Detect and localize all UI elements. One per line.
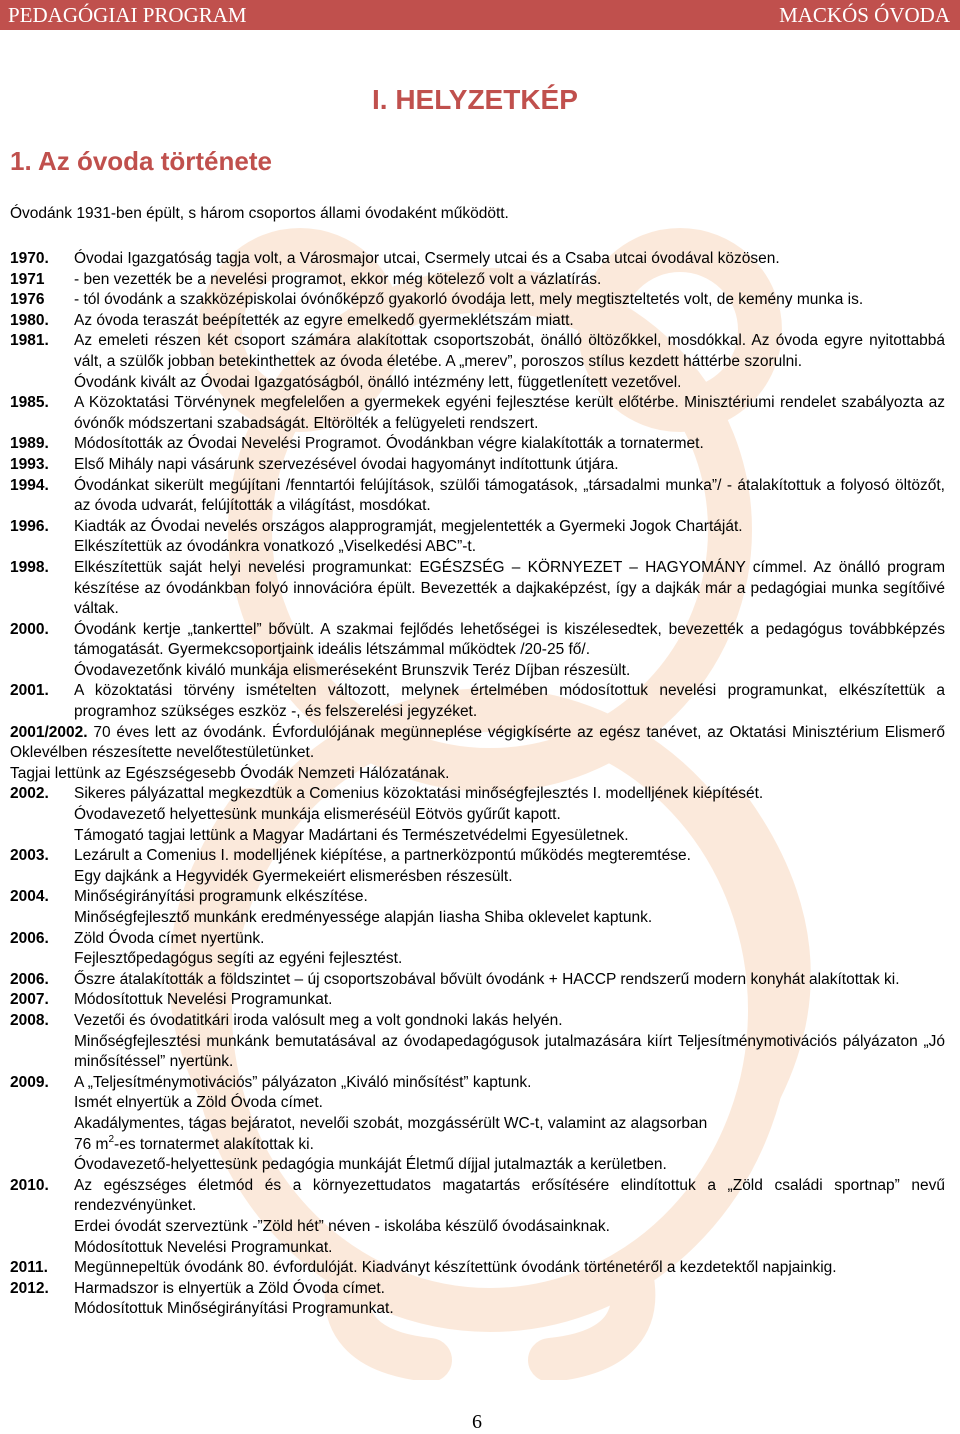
- timeline-entry: [10, 846, 945, 887]
- timeline-entry-text: [74, 887, 945, 928]
- timeline-entry-text: [74, 270, 945, 291]
- timeline-entry: [10, 249, 945, 270]
- timeline-entry-text: [74, 1258, 945, 1279]
- timeline-year: 1993.: [10, 455, 49, 473]
- timeline-line: Tagjai lettünk az Egészségesebb Óvodák Nemzeti Hálózatának.: [10, 764, 450, 782]
- timeline-entry: [10, 887, 945, 928]
- page-header: [0, 0, 960, 30]
- timeline-line: Elkészítettük saját helyi nevelési programunkat: EGÉSZSÉG – KÖRNYEZET – HAGYOMÁNY címmel. Az önálló program készítése az óvodánkban folyó innovációra épült. Bevezették a dajkaképzést, így a dajkák már a pedagógiai munka segítőivé váltak.: [74, 558, 945, 618]
- timeline-entry-text: [74, 620, 945, 682]
- timeline-year: 1970.: [10, 250, 49, 267]
- timeline-entry: [10, 990, 945, 1011]
- timeline-entry-text: [74, 455, 945, 476]
- timeline-entry: [10, 290, 945, 311]
- intro-text: Óvodánk 1931-ben épült, s három csoportos állami óvodaként működött.: [10, 205, 509, 222]
- timeline-entry-text: [74, 517, 945, 558]
- timeline-entry: [10, 476, 945, 517]
- timeline-line: Módosították az Óvodai Nevelési Programot. Óvodánkban végre kialakították a tornatermet.: [74, 435, 704, 453]
- timeline-entry: [10, 1073, 945, 1155]
- timeline-entry-text: [74, 434, 945, 455]
- timeline-year: 1981.: [10, 332, 49, 350]
- timeline-entry: [10, 331, 945, 393]
- timeline-line: Óvodavezetőnk kiváló munkája elismeréseként Brunszvik Teréz Díjban részesült.: [74, 661, 631, 679]
- timeline-line: Óvodavezető helyettesünk munkája elismeréséül Eötvös gyűrűt kapott.: [74, 806, 561, 824]
- timeline-line: A Közoktatási Törvénynek megfelelően a gyermekek egyéni fejlesztése került előtérbe. Minisztériumi rendelet szabályozta az óvónők módszertani szabadságát. Eltörölték a felügyeleti rendszert.: [74, 394, 945, 432]
- timeline-year: 1971: [10, 270, 45, 288]
- timeline-line: Egy dajkánk a Hegyvidék Gyermekeiért elismerésben részesült.: [74, 867, 513, 885]
- timeline-year: 1980.: [10, 311, 49, 329]
- timeline-line: Óvodánk kivált az Óvodai Igazgatóságból, önálló intézmény lett, függetlenített vezetővel.: [74, 373, 682, 391]
- timeline-line: Az óvoda teraszát beépítették az egyre emelkedő gyermeklétszám miatt.: [74, 311, 574, 329]
- header-program-title: PEDAGÓGIAI PROGRAM: [8, 3, 247, 27]
- timeline-line: Módosítottuk Minőségirányítási Programunkat.: [74, 1300, 394, 1318]
- timeline-entry: [10, 620, 945, 682]
- timeline-line: - tól óvodánk a szakközépiskolai óvónőképző gyakorló óvodája lett, mely megtiszteltetés volt, de kemény munka is.: [74, 291, 864, 309]
- timeline-line: Erdei óvodát szerveztünk -”Zöld hét” néven - iskolába készülő óvodásainknak.: [74, 1217, 610, 1235]
- timeline-line: A közoktatási törvény ismételten változott, melynek értelmében módosítottuk nevelési programunkat, elkészítettük a programhoz szükséges eszköz -, és felszerelési jegyzéket.: [74, 682, 945, 721]
- timeline-entry: [10, 393, 945, 434]
- timeline-entry-text: [74, 1176, 945, 1258]
- timeline-entry-text: [74, 1073, 945, 1155]
- timeline-entry-text: [74, 290, 945, 311]
- timeline-entry-text: [74, 681, 945, 722]
- timeline-line: Fejlesztőpedagógus segíti az egyéni fejlesztést.: [74, 950, 403, 968]
- timeline-line: Az egészséges életmód és a környezettudatos magatartás erősítésére elindítottuk a „Zöld családi sportnap” nevű rendezvényünket.: [74, 1176, 945, 1215]
- timeline-year: 1989.: [10, 435, 49, 453]
- timeline-entry-text: [74, 249, 945, 270]
- timeline-line: Vezetői és óvodatitkári iroda valósult meg a volt gondnoki lakás helyén.: [74, 1011, 563, 1029]
- timeline-entry: [10, 311, 945, 332]
- timeline-entry: [10, 970, 945, 991]
- timeline-year: 2001.: [10, 682, 49, 700]
- timeline-entry-text: [74, 784, 945, 846]
- timeline-entry-text: [74, 476, 945, 517]
- timeline-entry: [10, 784, 945, 846]
- timeline-entry: [10, 1155, 945, 1176]
- timeline-year: 2012.: [10, 1279, 49, 1297]
- timeline-year: 2003.: [10, 847, 49, 865]
- timeline-year: 2007.: [10, 991, 49, 1009]
- timeline-entry-text: [74, 929, 945, 970]
- timeline-line: Lezárult a Comenius I. modelljének kiépítése, a partnerközpontú működés megteremtése.: [74, 847, 691, 865]
- timeline-line: Akadálymentes, tágas bejáratot, nevelői szobát, mozgássérült WC-t, valamint az alagsorban: [74, 1114, 708, 1132]
- timeline-line: Kiadták az Óvodai nevelés országos alapprogramját, megjelentették a Gyermeki Jogok Chartáját.: [74, 517, 743, 535]
- timeline-line: Óvodavezető-helyettesünk pedagógia munkáját Életmű díjjal jutalmazták a kerületben.: [74, 1156, 667, 1174]
- timeline-line: Megünnepeltük óvodánk 80. évfordulóját. Kiadványt készítettünk óvodánk történetéről a kezdetektől napjainkig.: [74, 1259, 837, 1277]
- timeline-line: Sikeres pályázattal megkezdtük a Comenius közoktatási minőségfejlesztés I. modelljének kiépítését.: [74, 785, 764, 803]
- timeline-line: Óvodánkat sikerült megújítani /fenntartói felújítások, szülői támogatások, „társadalmi munka”/ - átalakítottuk a folyosó öltözőt, az óvoda udvarát, felújították a világítást, mosdókat.: [74, 476, 945, 515]
- timeline-entry-text: [74, 558, 945, 620]
- timeline-entry: [10, 455, 945, 476]
- chapter-title: I. HELYZETKÉP: [372, 84, 578, 115]
- timeline-entry-text: [74, 846, 945, 887]
- timeline-entry: [10, 558, 945, 620]
- timeline-entry: [10, 1258, 945, 1279]
- timeline-line: - ben vezették be a nevelési programot, ekkor még kötelező volt a vázlatírás.: [74, 270, 602, 288]
- timeline-entry: [10, 723, 945, 785]
- timeline-entry-text: [10, 723, 945, 785]
- timeline-entry: [10, 1279, 945, 1320]
- history-timeline: [10, 249, 945, 1320]
- timeline-line: Módosítottuk Nevelési Programunkat.: [74, 1238, 333, 1256]
- timeline-year: 2008.: [10, 1011, 49, 1029]
- timeline-line: Zöld Óvoda címet nyertünk.: [74, 929, 265, 947]
- timeline-line: Harmadszor is elnyertük a Zöld Óvoda címet.: [74, 1279, 385, 1297]
- timeline-entry: [10, 681, 945, 722]
- timeline-year: 2011.: [10, 1259, 48, 1277]
- timeline-line: Minőségirányítási programunk elkészítése.: [74, 888, 368, 906]
- timeline-year: 1994.: [10, 476, 49, 494]
- timeline-entry-text: [74, 311, 945, 332]
- timeline-entry: [10, 434, 945, 455]
- timeline-year: 2000.: [10, 620, 49, 638]
- timeline-line: Módosítottuk Nevelési Programunkat.: [74, 991, 333, 1009]
- timeline-line: Óvodánk kertje „tankerttel” bővült. A szakmai fejlődés lehetőségei is kiszélesedtek, bevezették a pedagógus továbbképzés támogatását. Gyermekcsoportjaink ideális létszámmal működtek /20-25 fő/.: [74, 620, 945, 659]
- timeline-entry: [10, 1011, 945, 1073]
- timeline-line: Minőségfejlesztési munkánk bemutatásával az óvodapedagógusok jutalmazására kiírt Teljesítménymotivációs pályázaton „Jó minősítéssel” nyertünk.: [74, 1032, 945, 1071]
- timeline-year: 1996.: [10, 517, 49, 535]
- timeline-entry-text: [74, 393, 945, 434]
- timeline-year: 2009.: [10, 1073, 49, 1091]
- timeline-line: Minőségfejlesztő munkánk eredményessége alapján Iiasha Shiba oklevelet kaptunk.: [74, 909, 653, 926]
- section-title: 1. Az óvoda története: [10, 146, 272, 176]
- timeline-entry-text: [74, 990, 945, 1011]
- header-kindergarten-name: MACKÓS ÓVODA: [779, 3, 950, 27]
- timeline-entry: [10, 929, 945, 970]
- timeline-year: 2006.: [10, 929, 49, 947]
- timeline-line: Az emeleti részen két csoport számára alakítottak csoportszobát, önálló öltözőkkel, mosdókkal. Az óvoda egyre nyitottabbá vált, a szülők jobban betekinthettek az óvoda életébe. A „merev”, poroszos stílus kezdett háttérbe szorulni.: [74, 332, 945, 370]
- timeline-year: 2004.: [10, 888, 49, 906]
- timeline-line: A „Teljesítménymotivációs” pályázaton „Kiváló minősítést” kaptunk.: [74, 1073, 532, 1091]
- timeline-line: Ismét elnyertük a Zöld Óvoda címet.: [74, 1094, 323, 1112]
- timeline-year: 1985.: [10, 394, 49, 412]
- timeline-line: Első Mihály napi vásárunk szervezésével óvodai hagyományt indítottunk útjára.: [74, 455, 619, 473]
- timeline-year: 1998.: [10, 558, 49, 576]
- timeline-year: 1976: [10, 291, 45, 309]
- timeline-entry-text: [74, 1279, 945, 1320]
- timeline-entry: [10, 270, 945, 291]
- timeline-entry-text: [74, 970, 945, 991]
- timeline-year: 2001/2002.: [10, 723, 94, 741]
- timeline-entry-text: [74, 1155, 945, 1176]
- timeline-entry: [10, 1176, 945, 1258]
- timeline-entry: [10, 517, 945, 558]
- timeline-entry-text: [74, 1011, 945, 1073]
- timeline-line: Támogató tagjai lettünk a Magyar Madártani és Természetvédelmi Egyesületnek.: [74, 826, 629, 844]
- timeline-line: Óvodai Igazgatóság tagja volt, a Városmajor utcai, Csermely utcai és a Csaba utcai óvodával közösen.: [74, 250, 780, 267]
- timeline-line: 70 éves lett az óvodánk. Évfordulójának megünneplése végigkísérte az egész tanévet, az Oktatási Minisztérium Elismerő Oklevélben részesítette nevelőtestületünket.: [10, 723, 945, 762]
- timeline-year: 2010.: [10, 1176, 49, 1194]
- timeline-line: Elkészítettük az óvodánkra vonatkozó „Viselkedési ABC”-t.: [74, 538, 477, 556]
- timeline-entry-text: [74, 331, 945, 393]
- page-number: 6: [472, 1411, 482, 1433]
- timeline-year: 2006.: [10, 970, 49, 988]
- gym-area-line: 76 $m^2-es$ tornatermet alakítottak ki.: [74, 1133, 314, 1153]
- timeline-year: 2002.: [10, 785, 49, 803]
- timeline-line: Őszre átalakították a földszintet – új csoportszobával bővült óvodánk + HACCP rendszerű modern konyhát alakítottak ki.: [74, 970, 900, 988]
